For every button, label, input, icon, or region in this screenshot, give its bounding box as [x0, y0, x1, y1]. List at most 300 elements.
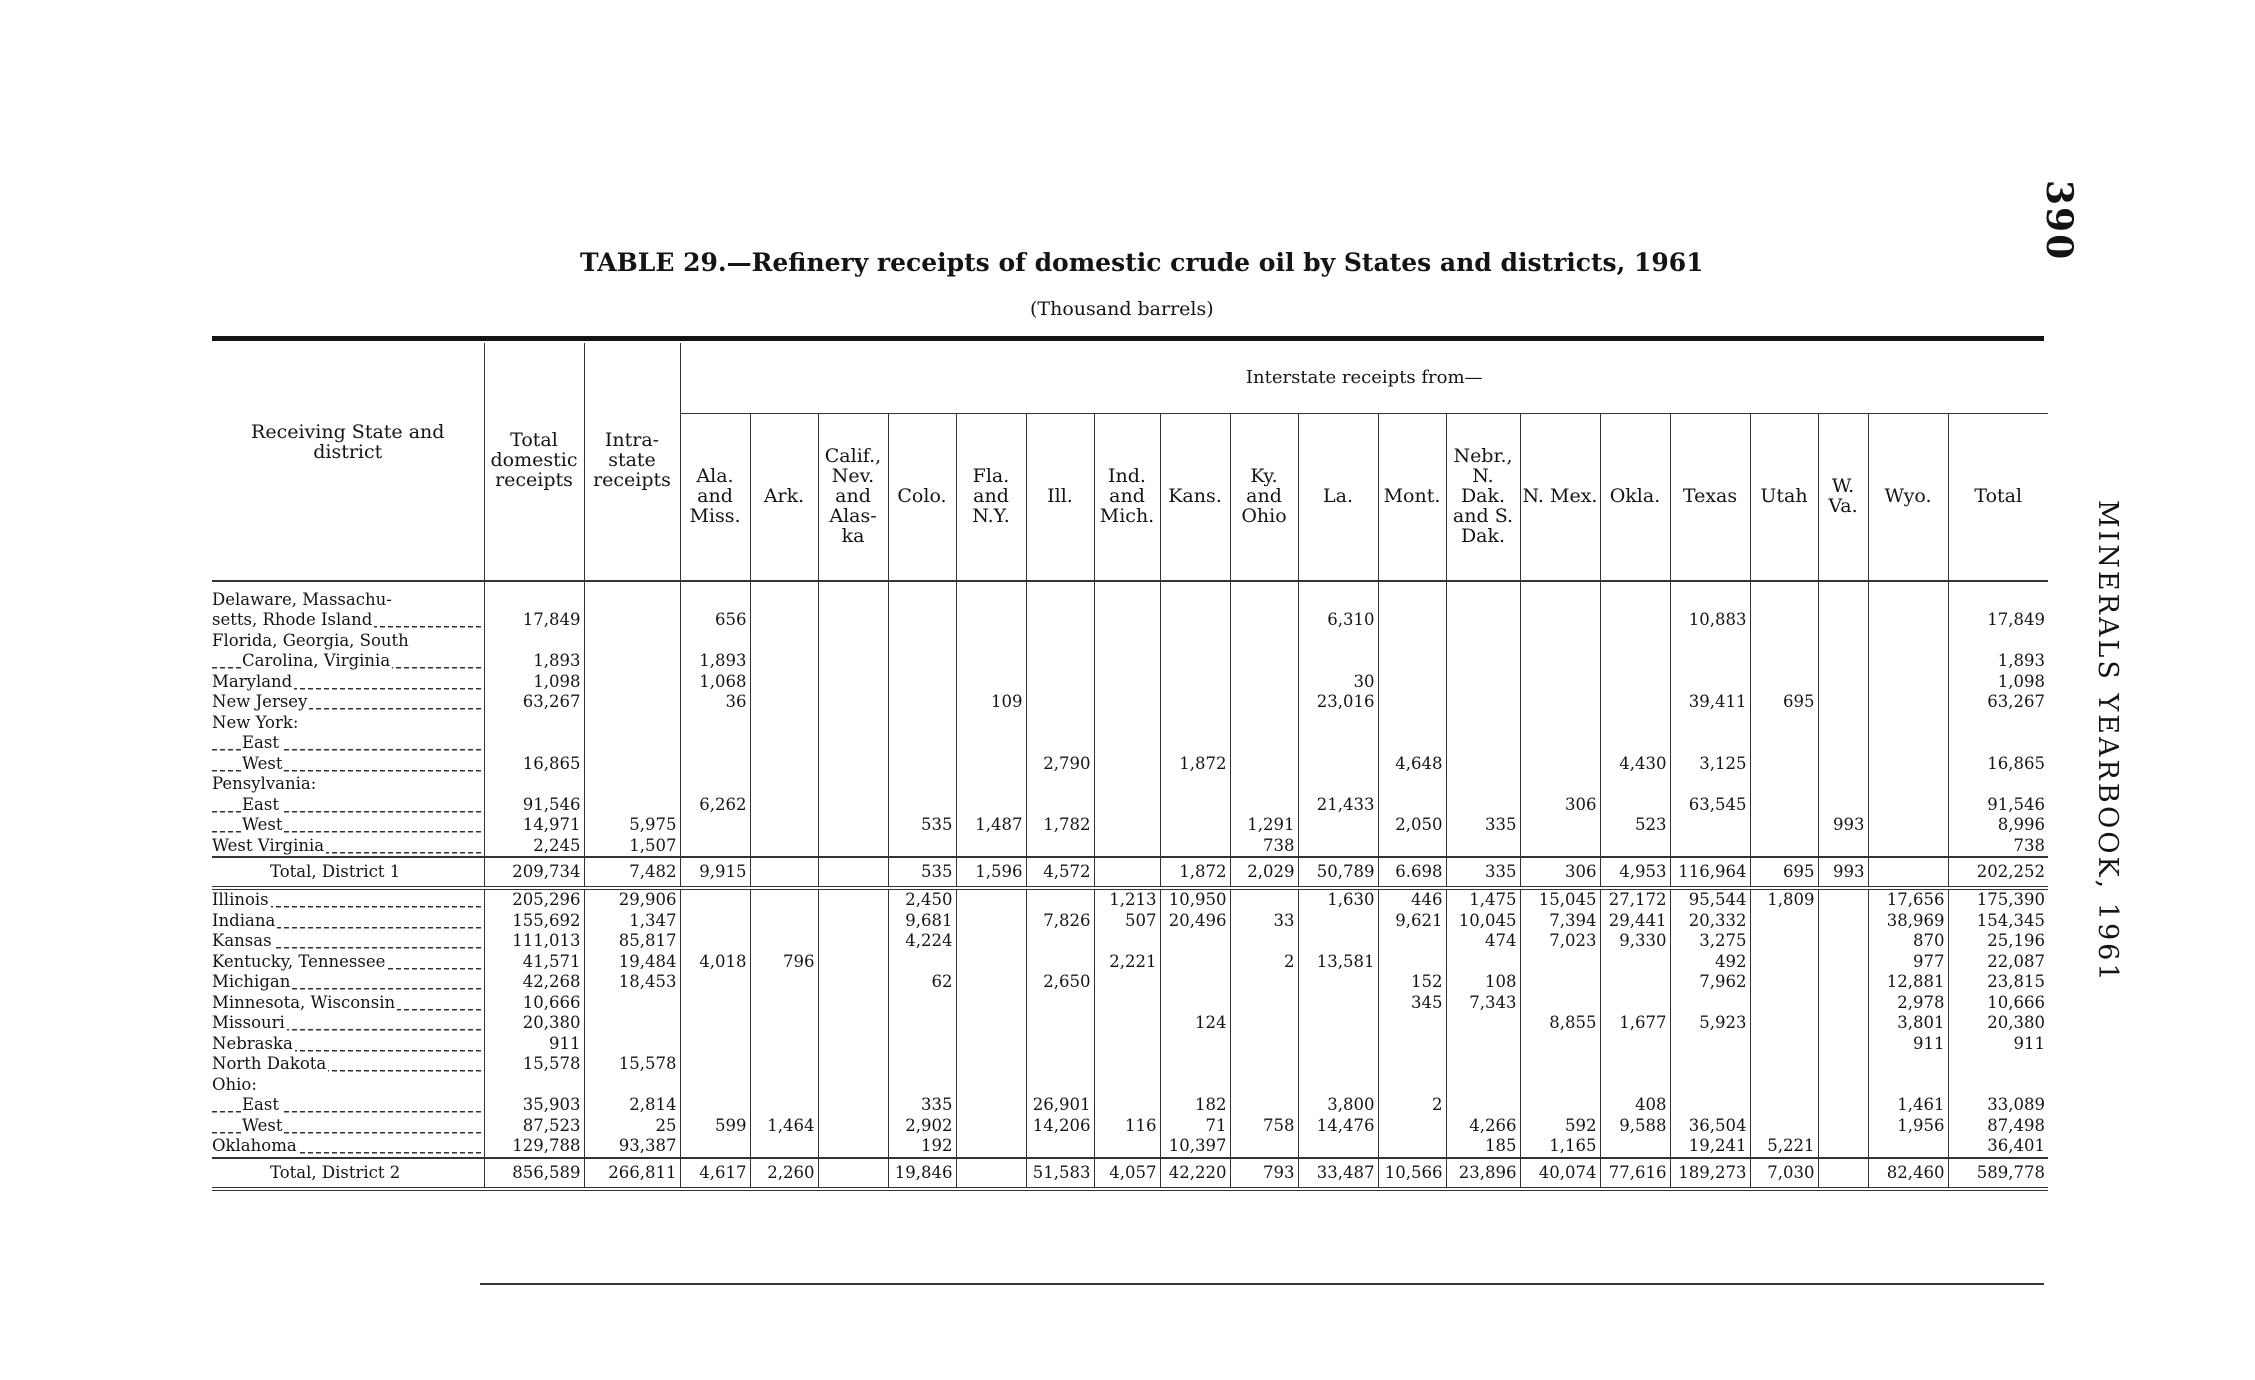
row-label-text: East: [242, 794, 279, 814]
table-cell: [680, 754, 750, 775]
table-cell: [1670, 1054, 1750, 1075]
header-col-1: Ark.: [750, 414, 818, 581]
header-interstate-group: Interstate receipts from—: [680, 343, 2048, 414]
page-number: 390: [2038, 180, 2080, 262]
table-cell: [1520, 993, 1600, 1014]
table-cell: [1520, 713, 1600, 734]
table-cell: 63,267: [484, 692, 584, 713]
table-cell: 2,902: [888, 1116, 956, 1137]
table-cell: [1446, 774, 1520, 795]
table-cell: [750, 911, 818, 932]
table-cell: [1600, 610, 1670, 631]
table-cell: [1230, 581, 1298, 611]
table-cell: [1160, 631, 1230, 652]
table-cell: [1094, 857, 1160, 888]
table-cell: 10,397: [1160, 1136, 1230, 1158]
table-cell: [888, 993, 956, 1014]
table-cell: 4,953: [1600, 857, 1670, 888]
table-row: [212, 1095, 2048, 1116]
table-cell: 4,224: [888, 931, 956, 952]
table-cell: [1378, 581, 1446, 611]
table-cell: [1750, 911, 1818, 932]
table-cell: [1160, 993, 1230, 1014]
table-cell: [818, 815, 888, 836]
table-cell: [1378, 1136, 1446, 1158]
table-cell: [1230, 888, 1298, 911]
table-cell: [1818, 1116, 1868, 1137]
table-cell: 40,074: [1520, 1158, 1600, 1189]
table-cell: 1,872: [1160, 754, 1230, 775]
table-cell: [1818, 581, 1868, 611]
table-cell: 856,589: [484, 1158, 584, 1189]
table-cell: 9,588: [1600, 1116, 1670, 1137]
table-row: [212, 993, 2048, 1014]
row-label-text: Maryland: [212, 671, 293, 691]
table-cell: [1230, 631, 1298, 652]
table-cell: 796: [750, 952, 818, 973]
table-cell: [1520, 972, 1600, 993]
table-cell: 492: [1670, 952, 1750, 973]
table-cell: 870: [1868, 931, 1948, 952]
table-cell: [818, 754, 888, 775]
table-cell: [1230, 754, 1298, 775]
table-row: [212, 1013, 2048, 1034]
table-cell: [1446, 631, 1520, 652]
table-cell: [1818, 931, 1868, 952]
table-cell: 3,275: [1670, 931, 1750, 952]
table-cell: [1378, 795, 1446, 816]
row-label-text: New Jersey: [212, 692, 308, 711]
table-cell: 91,546: [484, 795, 584, 816]
table-cell: [1160, 1075, 1230, 1096]
table-cell: [1868, 1054, 1948, 1075]
table-row: [212, 672, 2048, 693]
table-cell: [818, 857, 888, 888]
table-cell: [1446, 1075, 1520, 1096]
table-cell: [1446, 692, 1520, 713]
table-cell: [1446, 1095, 1520, 1116]
row-label: [212, 774, 484, 795]
table-cell: [1160, 952, 1230, 973]
table-cell: [1818, 713, 1868, 734]
table-cell: [818, 993, 888, 1014]
table-cell: [1160, 972, 1230, 993]
table-cell: [1520, 581, 1600, 611]
table-cell: 9,621: [1378, 911, 1446, 932]
table-cell: [1378, 774, 1446, 795]
table-row: [212, 651, 2048, 672]
table-cell: [680, 581, 750, 611]
table-cell: 95,544: [1670, 888, 1750, 911]
table-cell: [1026, 672, 1094, 693]
table-cell: [1670, 1075, 1750, 1096]
table-cell: 35,903: [484, 1095, 584, 1116]
table-cell: 192: [888, 1136, 956, 1158]
header-col-7: Kans.: [1160, 414, 1230, 581]
table-cell: [1446, 836, 1520, 858]
table-cell: [750, 754, 818, 775]
table-cell: [1446, 610, 1520, 631]
table-cell: [1094, 1075, 1160, 1096]
table-cell: 26,901: [1026, 1095, 1094, 1116]
table-cell: 335: [888, 1095, 956, 1116]
table-cell: [1868, 1075, 1948, 1096]
table-cell: 1,893: [1948, 651, 2048, 672]
table-cell: 36,504: [1670, 1116, 1750, 1137]
table-cell: [1298, 931, 1378, 952]
table-cell: 1,464: [750, 1116, 818, 1137]
table-cell: 2,790: [1026, 754, 1094, 775]
table-cell: [750, 1013, 818, 1034]
table-cell: 14,476: [1298, 1116, 1378, 1137]
table-cell: [1446, 581, 1520, 611]
table-cell: [1600, 1034, 1670, 1055]
table-cell: 4,057: [1094, 1158, 1160, 1189]
table-cell: [1446, 733, 1520, 754]
table-cell: 185: [1446, 1136, 1520, 1158]
table-cell: 4,617: [680, 1158, 750, 1189]
table-cell: 1,677: [1600, 1013, 1670, 1034]
table-cell: [888, 1013, 956, 1034]
header-row-group: [212, 343, 2048, 414]
header-col-16: W. Va.: [1818, 414, 1868, 581]
table-cell: [1160, 733, 1230, 754]
table-cell: 14,206: [1026, 1116, 1094, 1137]
table-cell: 5,923: [1670, 1013, 1750, 1034]
table-cell: [1750, 651, 1818, 672]
table-cell: [956, 1013, 1026, 1034]
table-cell: [1750, 581, 1818, 611]
table-cell: 1,596: [956, 857, 1026, 888]
row-label-text: Michigan: [212, 972, 291, 991]
table-cell: [584, 774, 680, 795]
table-cell: [1160, 836, 1230, 858]
table-cell: 695: [1750, 692, 1818, 713]
table-cell: 599: [680, 1116, 750, 1137]
table-row: [212, 692, 2048, 713]
table-cell: [1868, 774, 1948, 795]
table-cell: 335: [1446, 815, 1520, 836]
table-cell: 446: [1378, 888, 1446, 911]
table-cell: 19,484: [584, 952, 680, 973]
table-cell: [1600, 692, 1670, 713]
row-label: [212, 1054, 484, 1075]
header-col-6: Ind. and Mich.: [1094, 414, 1160, 581]
table-cell: [818, 1116, 888, 1137]
table-cell: 8,996: [1948, 815, 2048, 836]
table-cell: [1298, 815, 1378, 836]
table-cell: [1094, 754, 1160, 775]
table-cell: [956, 713, 1026, 734]
row-label-text: Pensylvania:: [212, 774, 317, 793]
table-cell: [1818, 888, 1868, 911]
row-label: [212, 972, 484, 993]
table-cell: [1948, 733, 2048, 754]
table-cell: [1818, 672, 1868, 693]
table-cell: [680, 1054, 750, 1075]
table-cell: [1750, 993, 1818, 1014]
table-cell: [484, 631, 584, 652]
table-cell: 6,310: [1298, 610, 1378, 631]
table-cell: 20,332: [1670, 911, 1750, 932]
table-cell: [1670, 631, 1750, 652]
header-col-2: Calif., Nev. and Alas-ka: [818, 414, 888, 581]
table-cell: 15,578: [584, 1054, 680, 1075]
table-cell: [888, 672, 956, 693]
table-cell: [1818, 952, 1868, 973]
table-cell: [1094, 713, 1160, 734]
table-cell: 87,523: [484, 1116, 584, 1137]
table-cell: [1868, 713, 1948, 734]
row-label: [212, 1075, 484, 1096]
table-cell: 2,221: [1094, 952, 1160, 973]
table-cell: 36,401: [1948, 1136, 2048, 1158]
table-cell: [1750, 713, 1818, 734]
table-cell: [1868, 836, 1948, 858]
table-cell: [1446, 952, 1520, 973]
table-cell: [1160, 692, 1230, 713]
table-cell: [1750, 774, 1818, 795]
table-cell: 2,450: [888, 888, 956, 911]
table-cell: 129,788: [484, 1136, 584, 1158]
table-cell: 38,969: [1868, 911, 1948, 932]
table-cell: [1600, 993, 1670, 1014]
row-label: [212, 888, 484, 911]
table-cell: [584, 1013, 680, 1034]
table-cell: 507: [1094, 911, 1160, 932]
table-cell: [1298, 754, 1378, 775]
table-cell: [1298, 733, 1378, 754]
table-cell: [1378, 952, 1446, 973]
table-cell: [888, 631, 956, 652]
table-cell: [680, 1013, 750, 1034]
table-cell: 3,800: [1298, 1095, 1378, 1116]
table-cell: [1948, 774, 2048, 795]
table-cell: 2: [1230, 952, 1298, 973]
table-cell: 306: [1520, 795, 1600, 816]
table-cell: 10,666: [1948, 993, 2048, 1014]
table-cell: 4,018: [680, 952, 750, 973]
table-cell: [1520, 631, 1600, 652]
row-label: [212, 581, 484, 611]
table-cell: [750, 1136, 818, 1158]
table-row: [212, 1034, 2048, 1055]
table-cell: [584, 733, 680, 754]
row-label-text: Illinois: [212, 890, 269, 909]
table-cell: [1298, 581, 1378, 611]
table-cell: [750, 1034, 818, 1055]
table-cell: [1378, 733, 1446, 754]
table-cell: 535: [888, 857, 956, 888]
table-cell: [1600, 672, 1670, 693]
table-row: [212, 631, 2048, 652]
table-cell: 19,241: [1670, 1136, 1750, 1158]
table-cell: [956, 993, 1026, 1014]
table-cell: [1446, 713, 1520, 734]
header-col-5: Ill.: [1026, 414, 1094, 581]
table-cell: [1818, 1075, 1868, 1096]
table-cell: [750, 713, 818, 734]
table-cell: 108: [1446, 972, 1520, 993]
table-cell: [888, 1075, 956, 1096]
table-cell: [1600, 795, 1670, 816]
table-cell: [1094, 1013, 1160, 1034]
table-cell: [680, 931, 750, 952]
table-cell: [1818, 911, 1868, 932]
table-title: TABLE 29.—Refinery receipts of domestic crude oil by States and districts, 1961: [580, 248, 1704, 277]
table-cell: [1160, 795, 1230, 816]
table-cell: [1298, 774, 1378, 795]
table-cell: 116: [1094, 1116, 1160, 1137]
table-cell: [750, 672, 818, 693]
row-label-text: setts, Rhode Island: [212, 610, 373, 629]
table-cell: [1230, 1034, 1298, 1055]
table-cell: [818, 1136, 888, 1158]
table-cell: [1868, 672, 1948, 693]
table-subtitle: (Thousand barrels): [1030, 298, 1214, 320]
table-cell: [1600, 581, 1670, 611]
header-col-12: N. Mex.: [1520, 414, 1600, 581]
table-cell: [1868, 610, 1948, 631]
table-cell: [1026, 795, 1094, 816]
table-cell: [750, 610, 818, 631]
table-cell: [1378, 836, 1446, 858]
table-cell: [1670, 836, 1750, 858]
table-cell: [1948, 1075, 2048, 1096]
row-label: [212, 713, 484, 734]
table-cell: 12,881: [1868, 972, 1948, 993]
table-cell: 63,545: [1670, 795, 1750, 816]
table-cell: [1446, 1054, 1520, 1075]
table-cell: 63,267: [1948, 692, 2048, 713]
table-cell: [1868, 631, 1948, 652]
table-cell: [956, 795, 1026, 816]
table-cell: [1520, 815, 1600, 836]
table-cell: 1,347: [584, 911, 680, 932]
table-cell: [1094, 631, 1160, 652]
table-row: [212, 1075, 2048, 1096]
table-cell: [1094, 581, 1160, 611]
table-cell: 738: [1230, 836, 1298, 858]
row-label: [212, 815, 484, 836]
table-cell: [1160, 931, 1230, 952]
table-cell: 25,196: [1948, 931, 2048, 952]
table-cell: [1230, 1136, 1298, 1158]
table-cell: [818, 1013, 888, 1034]
table-cell: [1378, 610, 1446, 631]
table-cell: [1868, 733, 1948, 754]
row-label-text: Total, District 1: [270, 862, 401, 881]
table-cell: 15,045: [1520, 888, 1600, 911]
header-col-15: Utah: [1750, 414, 1818, 581]
table-cell: [1026, 651, 1094, 672]
table-cell: 695: [1750, 857, 1818, 888]
table-cell: [1868, 692, 1948, 713]
table-cell: [1818, 610, 1868, 631]
table-cell: [680, 1095, 750, 1116]
table-cell: [680, 733, 750, 754]
table-cell: [1446, 1034, 1520, 1055]
table-cell: [750, 1095, 818, 1116]
table-cell: [1160, 815, 1230, 836]
row-label: [212, 836, 484, 858]
table-cell: [750, 795, 818, 816]
table-cell: 16,865: [1948, 754, 2048, 775]
table-cell: 33,487: [1298, 1158, 1378, 1189]
table-cell: 9,681: [888, 911, 956, 932]
table-cell: [956, 1158, 1026, 1189]
row-label-text: East: [242, 733, 279, 752]
table-cell: [1600, 1054, 1670, 1075]
table-cell: [818, 836, 888, 858]
table-cell: [818, 952, 888, 973]
table-cell: [1298, 1075, 1378, 1096]
table-cell: 738: [1948, 836, 2048, 858]
table-cell: [1298, 1013, 1378, 1034]
table-cell: 4,648: [1378, 754, 1446, 775]
table-cell: [1026, 931, 1094, 952]
table-cell: 1,956: [1868, 1116, 1948, 1137]
table-cell: [1230, 713, 1298, 734]
table-cell: [956, 610, 1026, 631]
table-row: [212, 795, 2048, 816]
table-cell: 10,950: [1160, 888, 1230, 911]
table-cell: 6.698: [1378, 857, 1446, 888]
table-cell: [1094, 993, 1160, 1014]
table-cell: 85,817: [584, 931, 680, 952]
table-row: [212, 733, 2048, 754]
table-cell: 3,125: [1670, 754, 1750, 775]
table-cell: 1,872: [1160, 857, 1230, 888]
table-cell: 2,260: [750, 1158, 818, 1189]
table-cell: [1750, 1116, 1818, 1137]
table-cell: 1,893: [484, 651, 584, 672]
row-label: [212, 733, 484, 754]
header-intrastate: Intra-state receipts: [584, 343, 680, 581]
table-cell: 3,801: [1868, 1013, 1948, 1034]
table-cell: [750, 1054, 818, 1075]
table-cell: 182: [1160, 1095, 1230, 1116]
table-cell: [1094, 692, 1160, 713]
row-label: [212, 1158, 484, 1189]
header-total-domestic: Total domestic receipts: [484, 343, 584, 581]
table-cell: [680, 631, 750, 652]
table-cell: [818, 972, 888, 993]
table-cell: 1,475: [1446, 888, 1520, 911]
table-cell: [750, 1075, 818, 1096]
row-label: [212, 754, 484, 775]
table-cell: [1600, 733, 1670, 754]
header-col-9: La.: [1298, 414, 1378, 581]
table-cell: [1600, 1136, 1670, 1158]
table-cell: [1818, 795, 1868, 816]
table-cell: [888, 713, 956, 734]
table-cell: [1230, 795, 1298, 816]
table-cell: 25: [584, 1116, 680, 1137]
table-cell: [1026, 692, 1094, 713]
table-row: [212, 581, 2048, 611]
table-cell: [1750, 1095, 1818, 1116]
table-cell: [1094, 774, 1160, 795]
table-cell: 17,849: [1948, 610, 2048, 631]
table-cell: [750, 651, 818, 672]
table-cell: [584, 754, 680, 775]
table-cell: [1520, 651, 1600, 672]
table-cell: 589,778: [1948, 1158, 2048, 1189]
table-cell: [1600, 774, 1670, 795]
table-cell: [1670, 651, 1750, 672]
table-cell: [584, 631, 680, 652]
